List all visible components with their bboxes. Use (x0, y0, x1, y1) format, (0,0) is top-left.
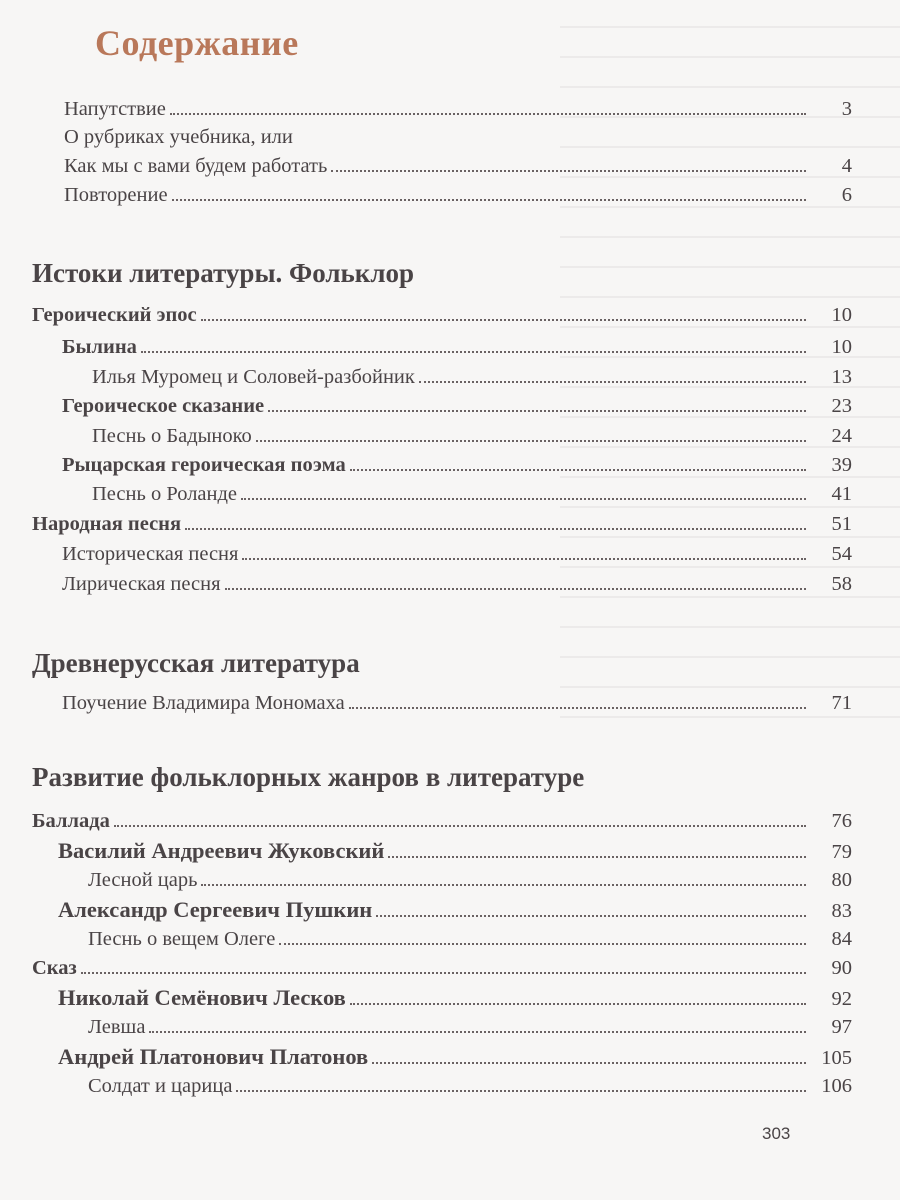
page-title: Содержание (95, 23, 299, 63)
entry-page: 97 (831, 1016, 852, 1038)
entry-page: 71 (831, 692, 852, 714)
entry-label: Лирическая песня (62, 573, 221, 595)
leader-dots (331, 170, 806, 172)
entry-page: 10 (831, 304, 852, 326)
leader-dots (372, 1062, 806, 1064)
entry-label: Героическое сказание (62, 395, 265, 417)
leader-dots (279, 943, 806, 945)
toc-entry[interactable] (92, 425, 852, 455)
entry-label: Историческая песня (62, 543, 239, 565)
entry-label: Героический эпос (32, 304, 197, 326)
entry-page: 13 (831, 366, 852, 388)
entry-page: 10 (831, 336, 852, 358)
leader-dots (114, 825, 806, 827)
toc-entry[interactable] (62, 336, 852, 366)
toc-entry[interactable] (62, 692, 852, 722)
entry-label: Василий Андреевич Жуковский (58, 838, 385, 863)
leader-dots (201, 319, 806, 321)
leader-dots (388, 856, 806, 858)
toc-entry[interactable] (58, 1044, 852, 1074)
entry-page: 106 (821, 1075, 852, 1097)
entry-label: Левша (88, 1016, 146, 1038)
leader-dots (172, 199, 806, 201)
toc-entry[interactable] (64, 126, 852, 156)
page-number: 303 (762, 1124, 791, 1143)
entry-label: Песнь о Бадыноко (92, 425, 252, 447)
leader-dots (242, 558, 806, 560)
toc-entry[interactable] (58, 985, 852, 1015)
entry-label: О рубриках учебника, или (64, 126, 293, 148)
toc-entry[interactable] (62, 543, 852, 573)
entry-page: 41 (831, 483, 852, 505)
leader-dots (149, 1031, 806, 1033)
leader-dots (81, 972, 806, 974)
entry-label: Былина (62, 336, 137, 358)
toc-entry[interactable] (64, 184, 852, 214)
entry-page: 6 (841, 184, 852, 206)
leader-dots (185, 528, 806, 530)
toc-entry[interactable] (62, 395, 852, 425)
entry-page: 90 (831, 957, 852, 979)
leader-dots (201, 884, 806, 886)
leader-dots (241, 498, 806, 500)
toc-entry[interactable] (32, 957, 852, 987)
section-title: Истоки литературы. Фольклор (32, 258, 415, 288)
entry-page: 79 (831, 841, 852, 863)
entry-page: 4 (841, 155, 852, 177)
toc-entry[interactable] (32, 304, 852, 334)
entry-label: Александр Сергеевич Пушкин (58, 897, 373, 922)
entry-page: 92 (831, 988, 852, 1010)
toc-entry[interactable] (88, 928, 852, 958)
leader-dots (349, 707, 806, 709)
entry-page: 105 (821, 1047, 852, 1069)
entry-label: Лесной царь (88, 869, 198, 891)
entry-page: 83 (831, 900, 852, 922)
entry-page: 54 (831, 543, 852, 565)
entry-label: Напутствие (64, 98, 166, 120)
toc-entry[interactable] (88, 869, 852, 899)
entry-label: Андрей Платонович Платонов (58, 1044, 369, 1069)
entry-page: 24 (831, 425, 852, 447)
leader-dots (225, 588, 807, 590)
entry-label: Народная песня (32, 513, 182, 535)
entry-page: 80 (831, 869, 852, 891)
entry-label: Как мы с вами будем работать (64, 155, 328, 177)
entry-page: 58 (831, 573, 852, 595)
leader-dots (170, 113, 806, 115)
entry-label: Повторение (64, 184, 168, 206)
toc-entry[interactable] (92, 366, 852, 396)
toc-entry[interactable] (62, 573, 852, 603)
section-title: Развитие фольклорных жанров в литературе (32, 762, 585, 792)
leader-dots (236, 1090, 806, 1092)
toc-entry[interactable] (62, 454, 852, 484)
entry-label: Песнь о вещем Олеге (88, 928, 276, 950)
entry-page: 23 (831, 395, 852, 417)
entry-label: Поучение Владимира Мономаха (62, 692, 345, 714)
section-title: Древнерусская литература (32, 648, 360, 678)
toc-entry[interactable] (58, 897, 852, 927)
entry-label: Баллада (32, 810, 110, 832)
entry-page: 84 (831, 928, 852, 950)
entry-label: Солдат и царица (88, 1075, 233, 1097)
leader-dots (350, 1003, 806, 1005)
entry-label: Сказ (32, 957, 77, 979)
entry-label: Песнь о Роланде (92, 483, 238, 505)
toc-entry[interactable] (88, 1016, 852, 1046)
leader-dots (141, 351, 806, 353)
leader-dots (256, 440, 806, 442)
leader-dots (376, 915, 806, 917)
toc-entry[interactable] (32, 810, 852, 840)
leader-dots (419, 381, 806, 383)
entry-page: 39 (831, 454, 852, 476)
toc-entry[interactable] (32, 513, 852, 543)
leader-dots (350, 469, 806, 471)
entry-label: Рыцарская героическая поэма (62, 454, 346, 476)
entry-label: Николай Семёнович Лесков (58, 985, 346, 1010)
entry-page: 3 (841, 98, 852, 120)
toc-entry[interactable] (92, 483, 852, 513)
entry-page: 51 (831, 513, 852, 535)
toc-entry[interactable] (64, 98, 852, 128)
toc-entry[interactable] (64, 155, 852, 185)
entry-page: 76 (831, 810, 852, 832)
toc-entry[interactable] (88, 1075, 852, 1105)
leader-dots (268, 410, 806, 412)
entry-label: Илья Муромец и Соловей-разбойник (92, 366, 415, 388)
toc-entry[interactable] (58, 838, 852, 868)
